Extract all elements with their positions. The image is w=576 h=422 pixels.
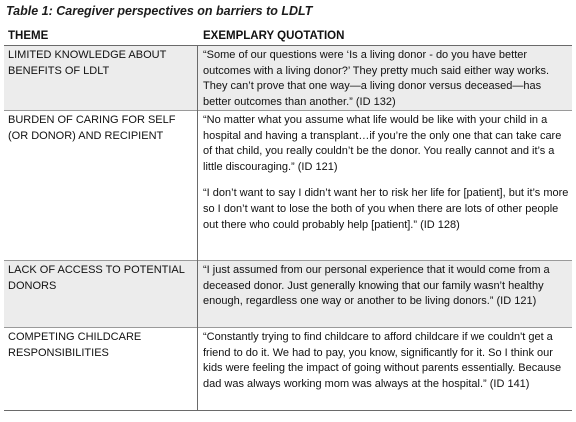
quotation-text: “Some of our questions were ‘Is a living donor - do you have better outcomes with a living donor?’ They pretty much said either way works. They can’t prove that one way—a living donor versus deceased—has better outcomes than another.” (ID 132): [203, 49, 550, 108]
table-header: [4, 29, 572, 46]
row-quotation: [203, 330, 569, 392]
quotation-text: “I just assumed from our personal experience that it would come from a deceased donor. Just generally knowing that our family wasn’t healthy enough, regardless one way or another to be living donors.” (ID 121): [203, 264, 550, 308]
row-quotation: [203, 113, 569, 233]
header-quotation: EXEMPLARY QUOTATION: [203, 30, 345, 42]
quotation-text: “I don’t want to say I didn’t want her to risk her life for [patient], but it’s more so I don’t want to lose the both of you when there are lots of other people out there who could probably help [patient].” (ID 128): [203, 187, 569, 231]
row-theme: LACK OF ACCESS TO POTENTIAL DONORS: [8, 264, 185, 292]
header-theme: THEME: [8, 30, 49, 42]
row-quotation: [203, 263, 569, 310]
row-quotation: [203, 48, 569, 110]
table-row: [4, 328, 572, 411]
table-row: [4, 46, 572, 111]
row-theme: BURDEN OF CARING FOR SELF (OR DONOR) AND RECIPIENT: [8, 114, 176, 142]
quotation-table: [4, 29, 572, 411]
table-caption: Table 1: Caregiver perspectives on barriers to LDLT: [6, 4, 313, 18]
row-theme: LIMITED KNOWLEDGE ABOUT BENEFITS OF LDLT: [8, 49, 167, 77]
table-row: [4, 261, 572, 328]
row-theme: COMPETING CHILDCARE RESPONSIBILITIES: [8, 331, 142, 359]
column-divider: [197, 45, 198, 411]
quotation-text: “No matter what you assume what life would be like with your child in a hospital and having a transplant…if you’re the only one that can take care of that child, you really couldn’t be the donor. You really cannot and it’s a little discouraging.” (ID 121): [203, 114, 562, 173]
quotation-text: “Constantly trying to find childcare to afford childcare if we couldn't get a friend to do it. We had to pay, you know, significantly for it. So I think our kids were feeling the impact of going without parents essentially. Because dad was always working mom was always at the hospital.” (ID 141): [203, 331, 562, 390]
table-row: [4, 111, 572, 261]
